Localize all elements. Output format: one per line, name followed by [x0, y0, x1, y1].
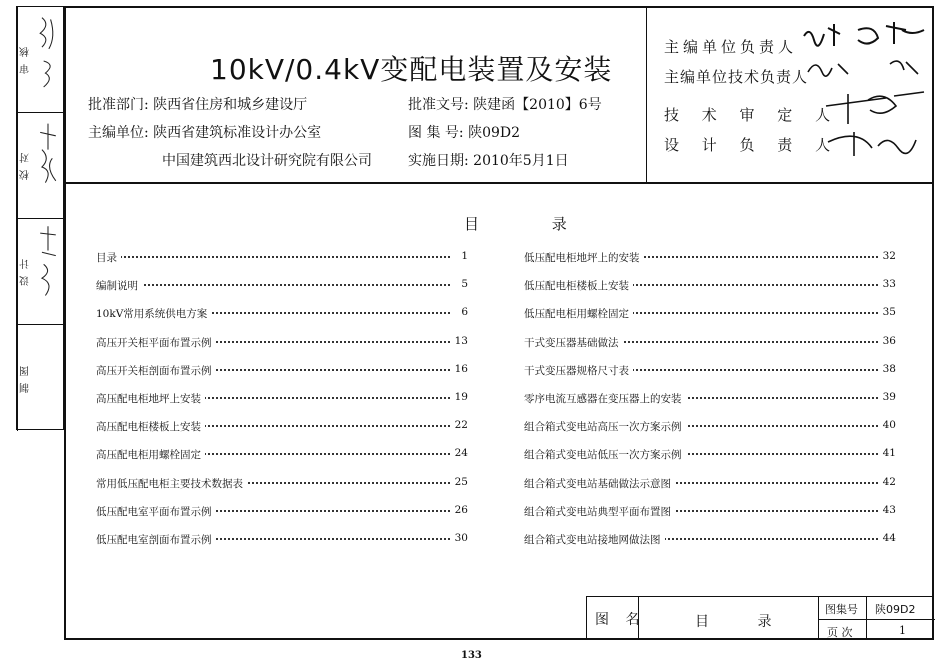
page-label: 页 次 — [827, 626, 853, 639]
atlas-number: 图 集 号: 陕09D2 — [408, 125, 521, 141]
toc-entry-page: 26 — [450, 504, 468, 516]
approval-doc-no: 批准文号: 陕建函【2010】6号 — [408, 97, 602, 113]
toc-entry — [96, 387, 468, 415]
toc-entry-label: 低压配电室剖面布置示例 — [96, 532, 216, 547]
toc-entry-page: 32 — [878, 250, 896, 262]
signoff-label-check: 校 对 — [17, 113, 34, 218]
toc-entry-page: 39 — [878, 391, 896, 403]
toc-entry-label: 常用低压配电柜主要技术数据表 — [96, 476, 247, 491]
toc-entry — [96, 302, 468, 330]
signoff-label-review: 审 核 — [17, 7, 34, 112]
toc-entry-label: 低压配电柜地坪上的安装 — [524, 250, 644, 265]
toc-entry-page: 35 — [878, 306, 896, 318]
toc-entry — [96, 415, 468, 443]
toc-entry-page: 40 — [878, 419, 896, 431]
toc-entry — [524, 387, 896, 415]
toc-entry-label: 高压开关柜剖面布置示例 — [96, 363, 216, 378]
title-block — [586, 596, 934, 640]
toc-entry — [96, 472, 468, 500]
toc-entry — [96, 359, 468, 387]
toc-entry-page: 16 — [450, 363, 468, 375]
toc-entry-page: 38 — [878, 363, 896, 375]
toc-entry — [524, 500, 896, 528]
toc-entry — [96, 246, 468, 274]
toc-entry-page: 22 — [450, 419, 468, 431]
toc-entry-label: 低压配电室平面布置示例 — [96, 504, 216, 519]
toc-entry-page: 33 — [878, 278, 896, 290]
toc-entry-page: 24 — [450, 447, 468, 459]
toc-entry-label: 高压配电柜地坪上安装 — [96, 391, 205, 406]
signoff-label-design: 设 计 — [17, 219, 34, 324]
toc-entry — [524, 443, 896, 471]
toc-entry-page: 41 — [878, 447, 896, 459]
resp-tech-review: 技 术 审 定 人 — [664, 106, 840, 124]
resp-chief-unit: 主编单位负责人 — [664, 38, 798, 56]
signoff-strip — [16, 6, 64, 430]
resp-design-lead: 设 计 负 责 人 — [664, 136, 840, 154]
toc-entry-page: 25 — [450, 476, 468, 488]
toc-entry-page: 43 — [878, 504, 896, 516]
toc-entry-page: 5 — [450, 278, 468, 290]
toc-entry-label: 组合箱式变电站接地网做法图 — [524, 532, 665, 547]
toc-entry-label: 零序电流互感器在变压器上的安装 — [524, 391, 686, 406]
toc-entry-page: 19 — [450, 391, 468, 403]
signoff-design — [17, 219, 63, 325]
toc-entry — [96, 528, 468, 556]
approve-dept: 批准部门: 陕西省住房和城乡建设厅 — [88, 97, 308, 113]
signature-design — [35, 221, 61, 308]
toc-entry — [96, 331, 468, 359]
implementation-date: 实施日期: 2010年5月1日 — [408, 153, 569, 169]
resp-chief-tech: 主编单位技术负责人 — [664, 68, 809, 86]
toc-entry-page: 44 — [878, 532, 896, 544]
drawing-name-value: 目 录 — [695, 614, 794, 630]
atlas-label: 图集号 — [825, 603, 858, 616]
signoff-check — [17, 113, 63, 219]
toc-entry — [524, 274, 896, 302]
toc-entry-label: 干式变压器基础做法 — [524, 335, 623, 350]
toc-entry — [524, 359, 896, 387]
toc-entry-label: 干式变压器规格尺寸表 — [524, 363, 633, 378]
toc-entry-label: 组合箱式变电站低压一次方案示例 — [524, 447, 686, 462]
toc-leader-dots — [96, 284, 450, 286]
toc-entry — [96, 274, 468, 302]
toc-title: 目 录 — [464, 215, 601, 233]
toc-entry — [524, 528, 896, 556]
signature-review — [35, 9, 61, 96]
toc-entry-page: 42 — [878, 476, 896, 488]
toc-entry — [524, 246, 896, 274]
toc-entry-page: 36 — [878, 335, 896, 347]
toc-entry-label: 组合箱式变电站高压一次方案示例 — [524, 419, 686, 434]
toc-entry-page: 1 — [450, 250, 468, 262]
signoff-label-draw: 制 图 — [17, 325, 34, 431]
editor-unit-2: 中国建筑西北设计研究院有限公司 — [162, 153, 372, 169]
toc-entry-label: 编制说明 — [96, 278, 142, 293]
toc-entry-page: 6 — [450, 306, 468, 318]
document-title: 10kV/0.4kV变配电装置及安装 — [210, 53, 613, 86]
toc-entry-page: 13 — [450, 335, 468, 347]
toc-entry-label: 低压配电柜用螺栓固定 — [524, 306, 633, 321]
toc-right-column — [524, 246, 896, 556]
toc-leader-dots — [96, 256, 450, 258]
toc-entry — [96, 443, 468, 471]
header-divider — [646, 6, 647, 184]
toc-entry-label: 10kV常用系统供电方案 — [96, 306, 211, 321]
atlas-value: 陕09D2 — [875, 603, 916, 616]
signoff-draw — [17, 325, 63, 431]
page-value: 1 — [899, 624, 906, 637]
toc-left-column — [96, 246, 468, 556]
toc-entry — [96, 500, 468, 528]
toc-entry-label: 低压配电柜楼板上安装 — [524, 278, 633, 293]
signature-check — [35, 115, 61, 202]
toc-entry-label: 目录 — [96, 250, 121, 265]
header-signatures — [798, 20, 930, 170]
toc-entry-label: 高压配电柜楼板上安装 — [96, 419, 205, 434]
toc-entry-label: 高压配电柜用螺栓固定 — [96, 447, 205, 462]
toc-entry — [524, 472, 896, 500]
toc-entry-label: 组合箱式变电站基础做法示意图 — [524, 476, 675, 491]
toc-entry-label: 组合箱式变电站典型平面布置图 — [524, 504, 675, 519]
toc-entry — [524, 331, 896, 359]
signoff-review — [17, 7, 63, 113]
toc-entry — [524, 302, 896, 330]
page-number: 133 — [461, 650, 482, 661]
toc-entry-label: 高压开关柜平面布置示例 — [96, 335, 216, 350]
toc-entry — [524, 415, 896, 443]
toc-entry-page: 30 — [450, 532, 468, 544]
editor-unit: 主编单位: 陕西省建筑标准设计办公室 — [88, 125, 322, 141]
drawing-name-label: 图 名 — [595, 612, 646, 628]
